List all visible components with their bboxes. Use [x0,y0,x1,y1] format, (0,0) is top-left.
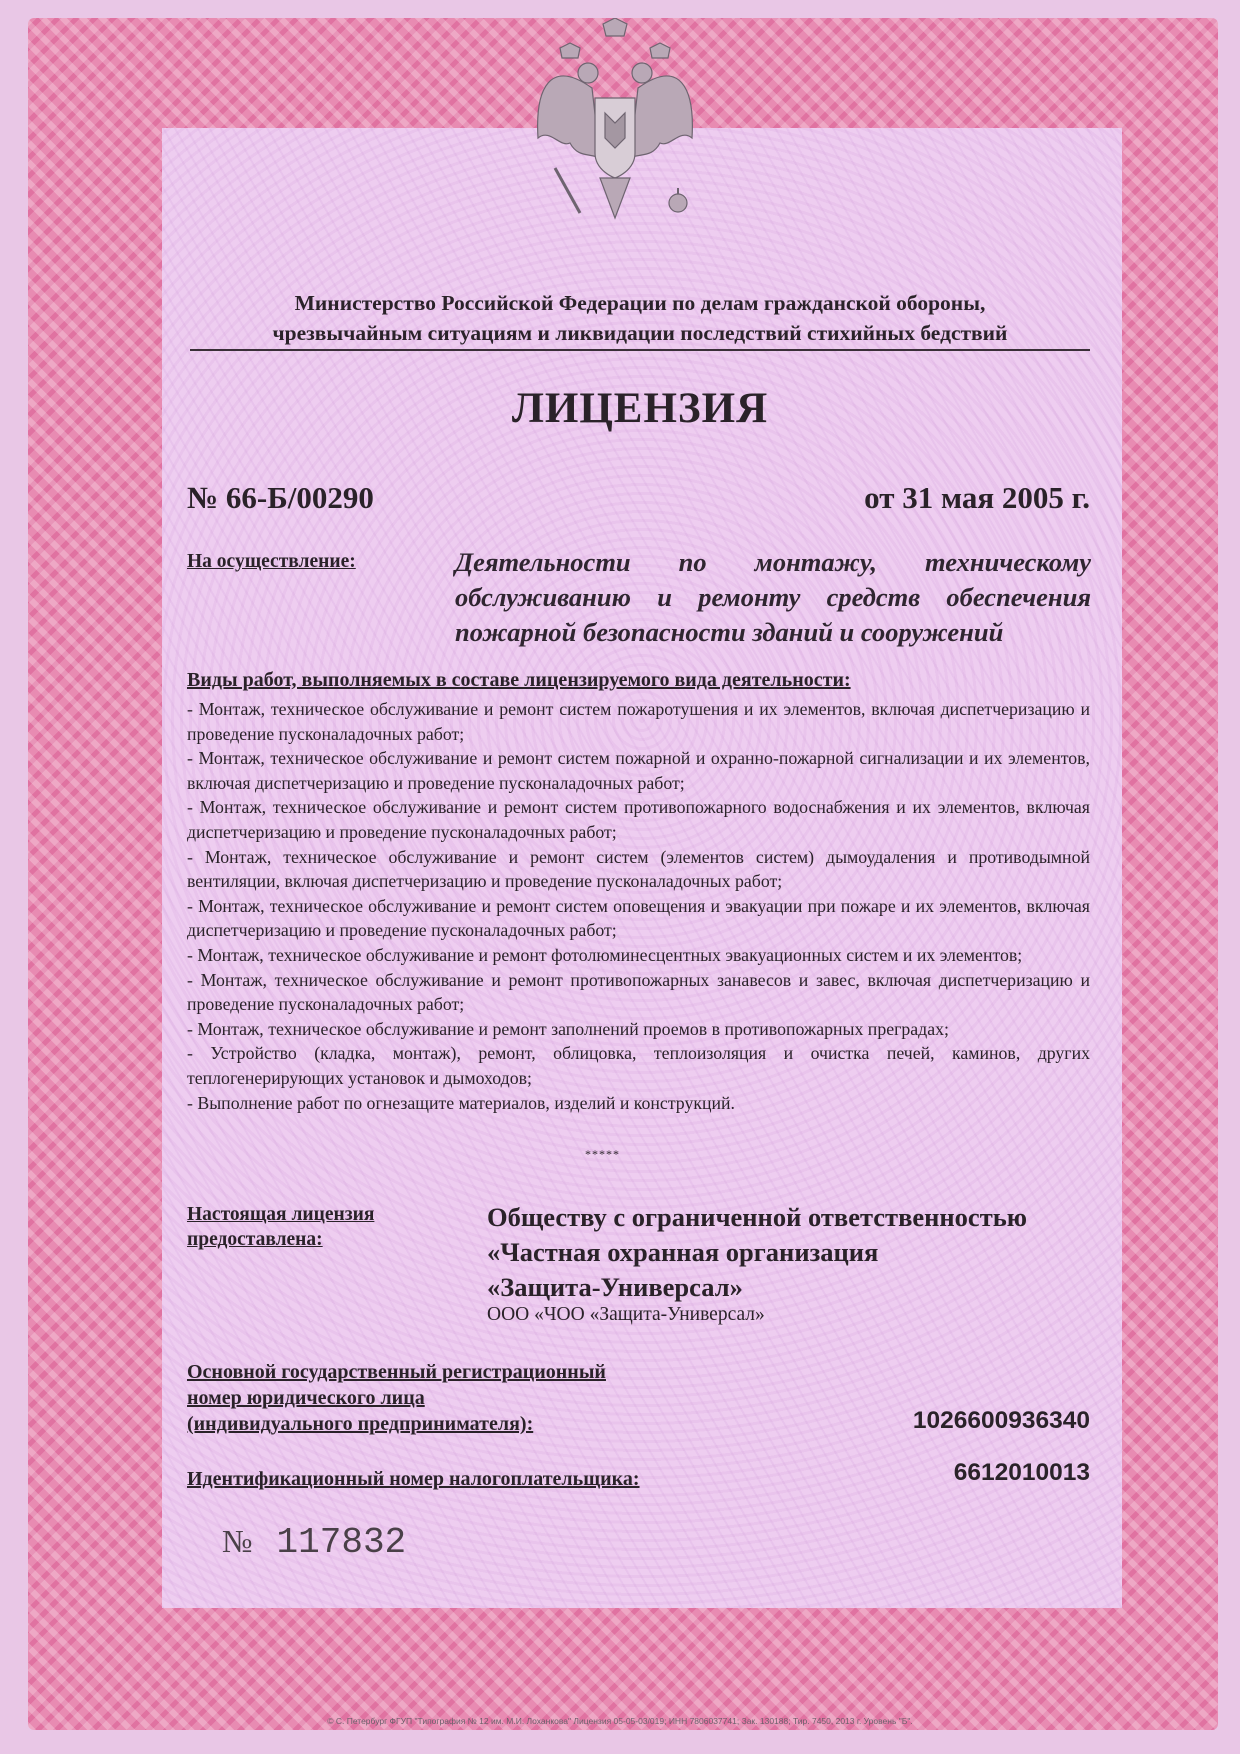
activity-text: Деятельности по монтажу, техническому обслуживанию и ремонту средств обеспечения пожарной безопасности зданий и сооружений [455,547,1091,647]
license-number: № 66-Б/00290 [187,480,374,515]
licensee-short-name: ООО «ЧОО «Защита-Универсал» [487,1304,765,1325]
serial-value: 117832 [276,1522,407,1563]
activity-label: На осуществление: [187,551,356,572]
ogrn-label-line-3: (индивидуального предпринимателя): [187,1413,534,1435]
licensee-name-line-2: «Частная охранная организация [487,1237,879,1267]
works-item: - Монтаж, техническое обслуживание и ремонт заполнений проемов в противопожарных преградах; [187,1018,949,1039]
ministry-line-2: чрезвычайным ситуациям и ликвидации последствий стихийных бедствий [190,318,1090,351]
works-list [187,697,1090,1115]
works-item: - Монтаж, техническое обслуживание и ремонт противопожарных занавесов и завес, включая диспетчеризацию и проведение пусконаладочных работ; [187,969,1090,1015]
section-separator: ***** [585,1147,620,1161]
licensee-label-line-1: Настоящая лицензия [187,1204,375,1225]
licensee-label-line-2: предоставлена: [187,1229,323,1250]
works-item: - Монтаж, техническое обслуживание и ремонт систем противопожарного водоснабжения и их элементов, включая диспетчеризацию и проведение пусконаладочных работ; [187,797,1090,842]
licensee-name-line-3: «Защита-Универсал» [487,1272,743,1302]
licensee-label [187,1202,374,1252]
licensee-name-line-1: Обществу с ограниченной ответственностью [487,1202,1027,1232]
ogrn-label-line-1: Основной государственный регистрационный [187,1361,606,1383]
works-item: - Устройство (кладка, монтаж), ремонт, облицовка, теплоизоляция и очистка печей, каминов, других теплогенерирующих установок и дымоходов; [187,1043,1090,1088]
state-emblem-icon [530,18,700,233]
works-item: - Монтаж, техническое обслуживание и ремонт систем оповещения и эвакуации при пожаре и их элементов, включая диспетчеризацию и проведение пусконаладочных работ; [187,895,1090,941]
works-item: - Монтаж, техническое обслуживание и ремонт систем пожаротушения и их элементов, включая диспетчеризацию и проведение пусконаладочных работ; [187,699,1090,744]
ogrn-label [187,1359,606,1437]
license-date: от 31 мая 2005 г. [864,480,1090,515]
inn-label: Идентификационный номер налогоплательщика: [187,1468,640,1490]
works-heading: Виды работ, выполняемых в составе лицензируемого вида деятельности: [187,669,851,691]
ministry-header [190,288,1090,351]
document-title: ЛИЦЕНЗИЯ [511,385,769,432]
blank-serial-number [222,1522,406,1563]
works-item: - Монтаж, техническое обслуживание и ремонт фотолюминесцентных эвакуационных систем и их элементов; [187,944,1023,965]
printer-imprint: © С. Петербург ФГУП "Типография № 12 им. М.И. Лоханкова" Лицензия 05-05-03/019; ИНН 7806037741; Зак. 130188; Тир. 7450, 2013 г. Уровень "Б". [327,1716,913,1726]
number-sign: № [222,1523,253,1559]
inn-value: 6612010013 [953,1459,1090,1486]
works-item: - Монтаж, техническое обслуживание и ремонт систем пожарной и охранно-пожарной сигнализации и их элементов, включая диспетчеризацию и проведение пусконаладочных работ; [187,748,1090,793]
works-item: - Монтаж, техническое обслуживание и ремонт систем (элементов систем) дымоудаления и противодымной вентиляции, включая диспетчеризацию и проведение пусконаладочных работ; [187,846,1090,892]
ministry-line-1: Министерство Российской Федерации по делам гражданской обороны, [294,291,986,315]
ogrn-label-line-2: номер юридического лица [187,1387,425,1409]
licensee-name [487,1200,1107,1305]
works-item: - Выполнение работ по огнезащите материалов, изделий и конструкций. [187,1092,735,1113]
ogrn-value: 1026600936340 [912,1407,1090,1434]
